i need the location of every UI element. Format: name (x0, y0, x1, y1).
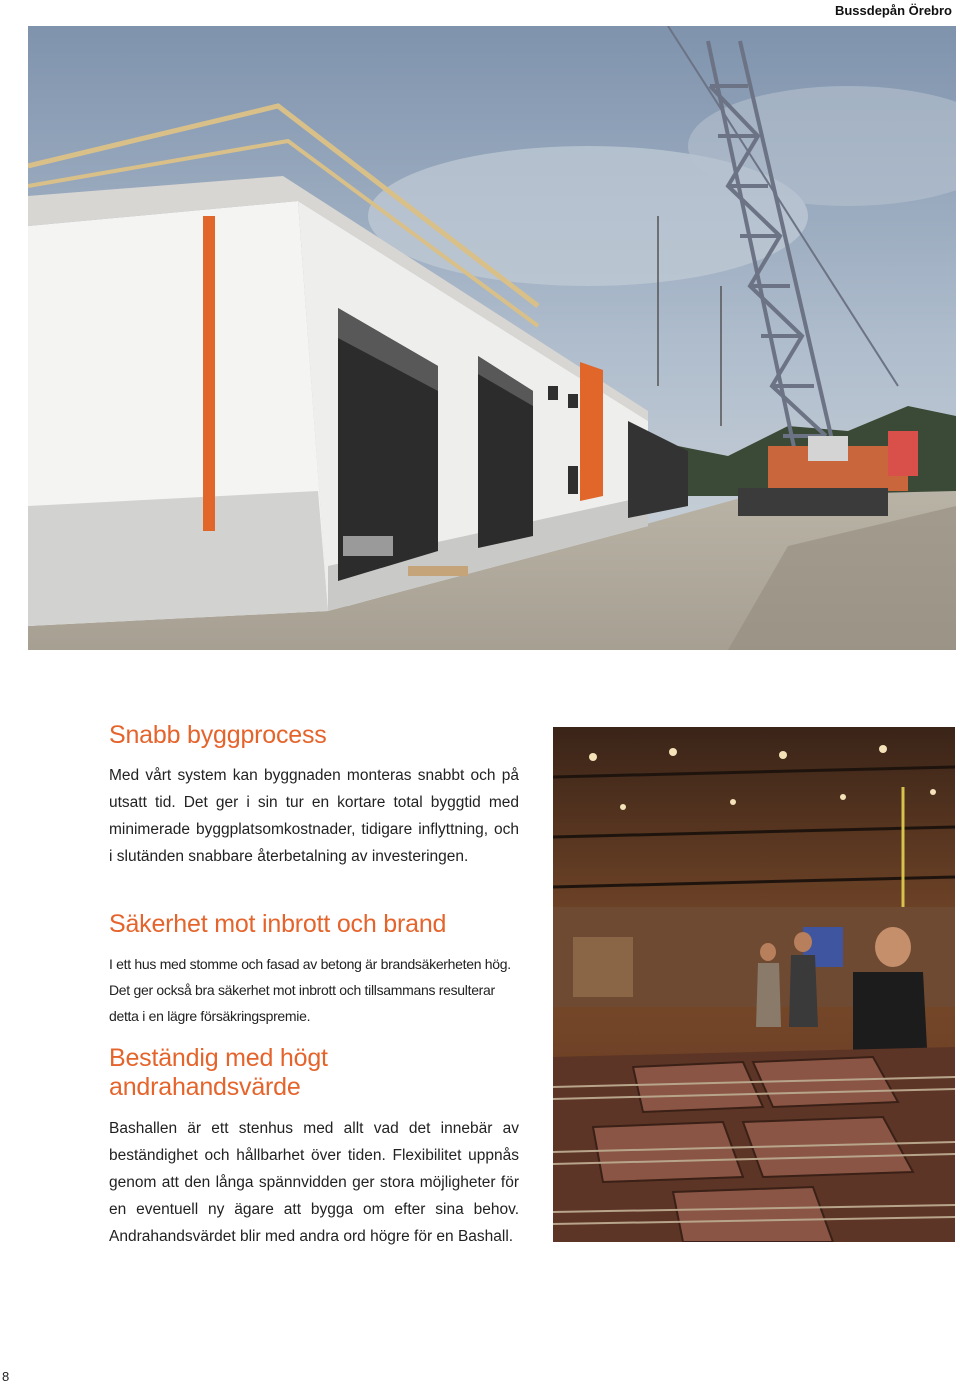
section-heading: Beständig med högt andrahandsvärde (109, 1044, 328, 1101)
factory-workers-photo (553, 727, 955, 1242)
page-header-title: Bussdepån Örebro (834, 3, 952, 18)
section-body: Bashallen är ett stenhus med allt vad det innebär av beständighet och hållbarhet över tiden. Flexibilitet uppnås genom att den långa spännvidden ger stora möjligheter för en eventuell ny ägare att bygga om efter sina behov. Andrahandsvärdet blir med andra ord högre för en Bashall. (109, 1120, 519, 1245)
section-security (109, 910, 519, 1029)
section-fast-construction (109, 721, 519, 870)
section-body: Med vårt system kan byggnaden monteras snabbt och på utsatt tid. Det ger i sin tur en kortare total byggtid med minimerade byggplatsomkostnader, tidigare inflyttning, och i slutänden snabbare återbetalning av investeringen. (109, 767, 519, 865)
section-durability (109, 1044, 519, 1250)
section-heading: Snabb byggprocess (109, 721, 327, 749)
page-number: 8 (2, 1369, 10, 1384)
section-body: I ett hus med stomme och fasad av betong är brandsäkerheten hög. Det ger också bra säkerhet mot inbrott och tillsammans resulterar detta i en lägre försäkringspremie. (109, 956, 511, 1024)
section-heading: Säkerhet mot inbrott och brand (109, 910, 447, 938)
construction-site-photo (28, 26, 956, 650)
